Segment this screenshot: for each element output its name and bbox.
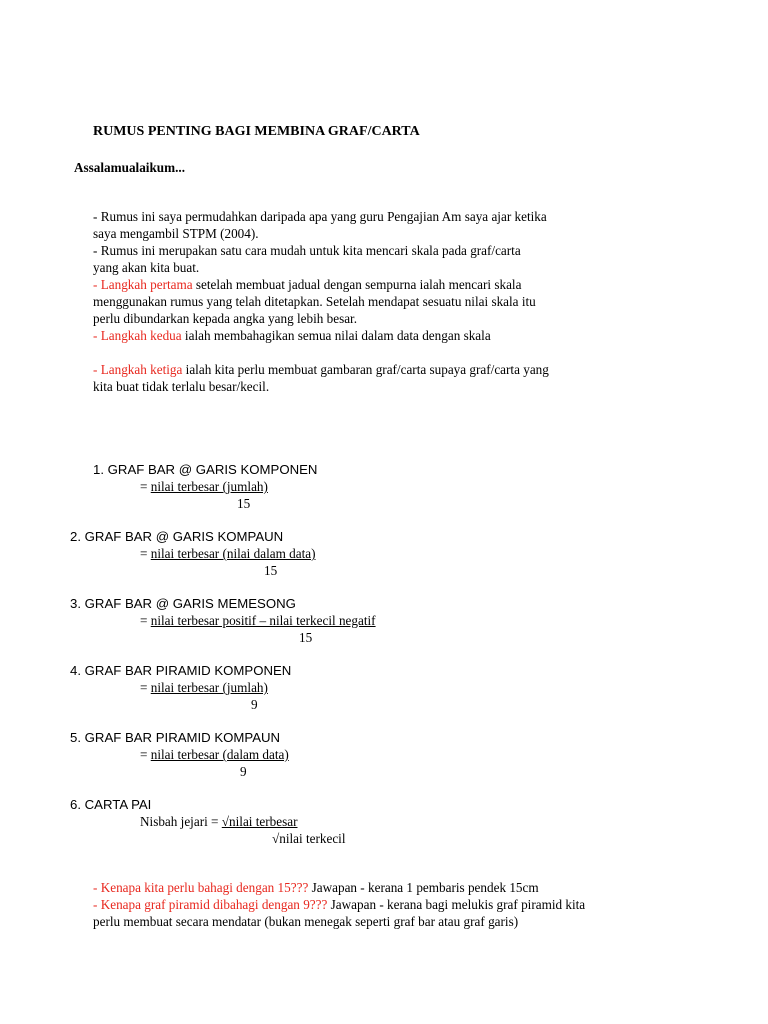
formula-heading: 2. GRAF BAR @ GARIS KOMPAUN [70, 529, 284, 544]
faq-line: perlu membuat secara mendatar (bukan menegak seperti graf bar atau graf garis) [93, 914, 519, 929]
equals-sign: = [140, 747, 151, 762]
equals-sign: = [140, 546, 151, 561]
bullet-dash: - [93, 362, 101, 377]
intro-line: menggunakan rumus yang telah ditetapkan. Setelah mendapat sesuatu nilai skala itu [93, 294, 536, 309]
formula-heading: 5. GRAF BAR PIRAMID KOMPAUN [70, 730, 281, 745]
faq-answer: Jawapan - kerana bagi melukis graf piramid kita [327, 897, 586, 912]
formula-denominator: 9 [240, 764, 247, 779]
intro-line: - Rumus ini saya permudahkan daripada apa yang guru Pengajian Am saya ajar ketika [93, 209, 547, 224]
step-two-label: Langkah kedua [100, 328, 182, 343]
bullet-dash: - [93, 328, 101, 343]
faq-answer: Jawapan - kerana 1 pembaris pendek 15cm [308, 880, 539, 895]
formula-numerator [140, 746, 289, 763]
intro-line: saya mengambil STPM (2004). [93, 226, 259, 241]
formula-denominator: 15 [264, 563, 278, 578]
step-one-text: setelah membuat jadual dengan sempurna ialah mencari skala [192, 277, 522, 292]
step-two-line [93, 327, 491, 344]
numerator-text: nilai terbesar (jumlah) [150, 479, 268, 494]
step-three-text: ialah kita perlu membuat gambaran graf/carta supaya graf/carta yang [182, 362, 549, 377]
equals-sign: = [140, 479, 151, 494]
faq-line [93, 896, 585, 913]
intro-line: perlu dibundarkan kepada angka yang lebih besar. [93, 311, 358, 326]
formula-denominator: 15 [237, 496, 251, 511]
formula-numerator [140, 478, 268, 495]
formula-heading: 6. CARTA PAI [70, 797, 152, 812]
faq-question: Kenapa kita perlu bahagi dengan 15??? [100, 880, 309, 895]
faq-question: Kenapa graf piramid dibahagi dengan 9??? [100, 897, 328, 912]
formula-denominator: 15 [299, 630, 313, 645]
formula-heading: 1. GRAF BAR @ GARIS KOMPONEN [93, 462, 318, 477]
greeting: Assalamualaikum... [74, 160, 186, 175]
intro-line: yang akan kita buat. [93, 260, 200, 275]
intro-line: - Rumus ini merupakan satu cara mudah untuk kita mencari skala pada graf/carta [93, 243, 521, 258]
ratio-label: Nisbah jejari = [140, 814, 222, 829]
numerator-text: nilai terbesar (dalam data) [150, 747, 289, 762]
step-two-text: ialah membahagikan semua nilai dalam data dengan skala [181, 328, 491, 343]
numerator-text: nilai terbesar positif – nilai terkecil negatif [150, 613, 376, 628]
formula-numerator [140, 813, 298, 830]
step-one-line [93, 276, 521, 293]
page-title: RUMUS PENTING BAGI MEMBINA GRAF/CARTA [93, 124, 420, 139]
equals-sign: = [140, 680, 151, 695]
formula-heading: 3. GRAF BAR @ GARIS MEMESONG [70, 596, 296, 611]
numerator-text: nilai terbesar (jumlah) [150, 680, 268, 695]
formula-heading: 4. GRAF BAR PIRAMID KOMPONEN [70, 663, 292, 678]
step-three-label: Langkah ketiga [100, 362, 183, 377]
formula-numerator [140, 679, 268, 696]
bullet-dash: - [93, 880, 101, 895]
bullet-dash: - [93, 277, 101, 292]
step-three-line [93, 361, 549, 378]
step-one-label: Langkah pertama [100, 277, 193, 292]
bullet-dash: - [93, 897, 101, 912]
formula-numerator [140, 612, 376, 629]
equals-sign: = [140, 613, 151, 628]
intro-line: kita buat tidak terlalu besar/kecil. [93, 379, 270, 394]
formula-denominator: √nilai terkecil [272, 831, 346, 846]
formula-denominator: 9 [251, 697, 258, 712]
numerator-text: nilai terbesar (nilai dalam data) [150, 546, 316, 561]
formula-numerator [140, 545, 316, 562]
numerator-text: √nilai terbesar [221, 814, 298, 829]
faq-line [93, 879, 539, 896]
